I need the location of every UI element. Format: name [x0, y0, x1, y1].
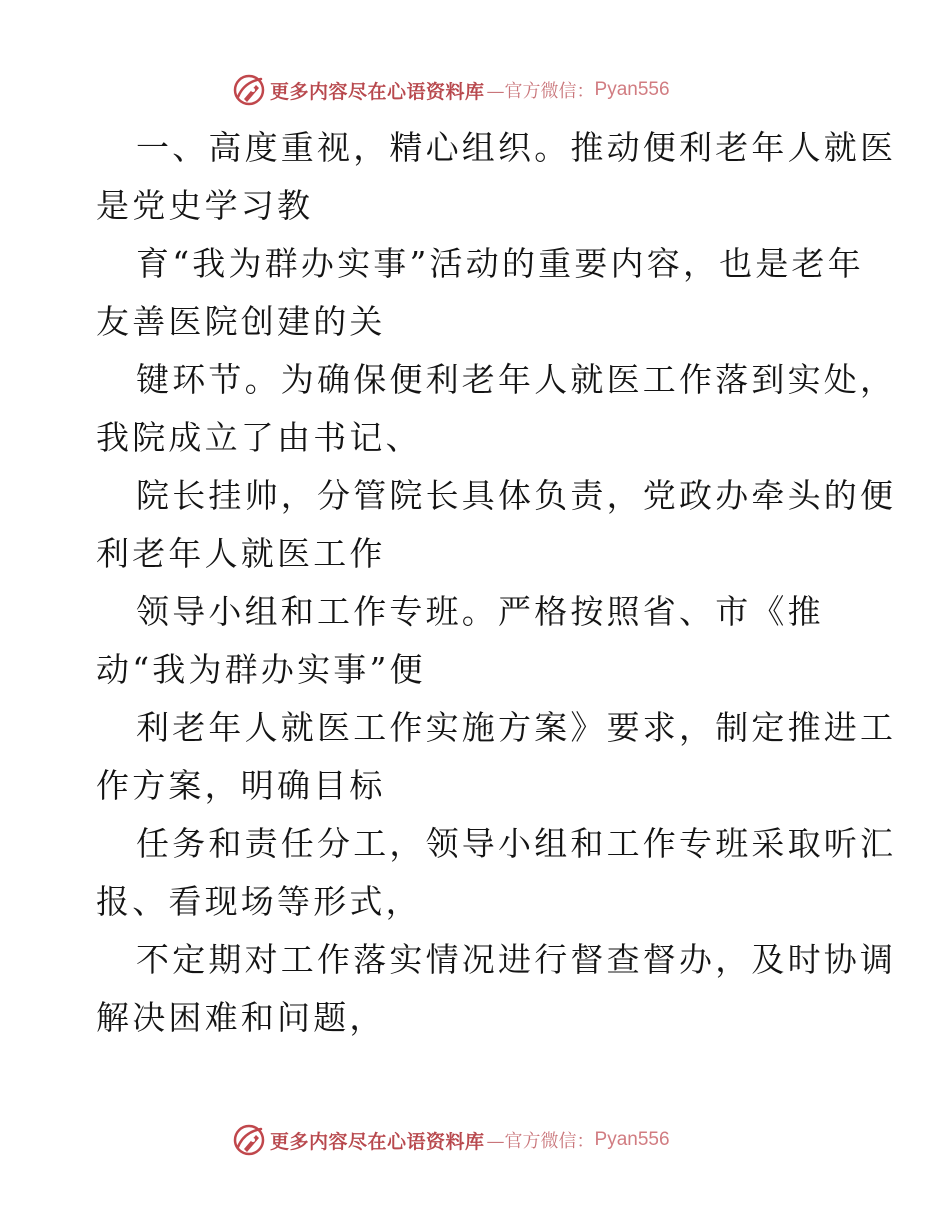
text-line: 作方案，明确目标 [96, 766, 386, 805]
text-line: 键环节。为确保便利老年人就医工作落到实处， [136, 360, 897, 399]
watermark-main-text: 更多内容尽在心语资料库 [270, 80, 485, 103]
pen-logo-icon [232, 1123, 266, 1157]
watermark-sub-text: —官方微信： [486, 81, 595, 102]
text-line: 一、高度重视，精心组织。推动便利老年人就医 [136, 128, 897, 167]
text-line: 不定期对工作落实情况进行督查督办，及时协调 [136, 940, 897, 979]
watermark-sub-text: —官方微信： [486, 1131, 595, 1152]
text-line: 是党史学习教 [96, 186, 314, 225]
text-line: 利老年人就医工作 [96, 534, 386, 573]
watermark-wechat-id: Pyan556 [594, 1129, 670, 1150]
header-watermark [232, 72, 670, 108]
text-line: 利老年人就医工作实施方案》要求，制定推进工 [136, 708, 897, 747]
watermark-main-text: 更多内容尽在心语资料库 [270, 1130, 485, 1153]
text-line: 解决困难和问题， [96, 998, 386, 1037]
text-line: 我院成立了由书记、 [96, 418, 422, 457]
text-line: 院长挂帅，分管院长具体负责，党政办牵头的便 [136, 476, 897, 515]
text-line: 任务和责任分工，领导小组和工作专班采取听汇 [136, 824, 897, 863]
text-line: 育“我为群办实事”活动的重要内容，也是老年 [136, 244, 864, 283]
text-line: 报、看现场等形式， [96, 882, 422, 921]
pen-logo-icon [232, 73, 266, 107]
text-line: 动“我为群办实事”便 [96, 650, 426, 689]
text-line: 友善医院创建的关 [96, 302, 386, 341]
watermark-wechat-id: Pyan556 [594, 79, 670, 100]
footer-watermark [232, 1122, 670, 1158]
text-line: 领导小组和工作专班。严格按照省、市《推 [136, 592, 824, 631]
